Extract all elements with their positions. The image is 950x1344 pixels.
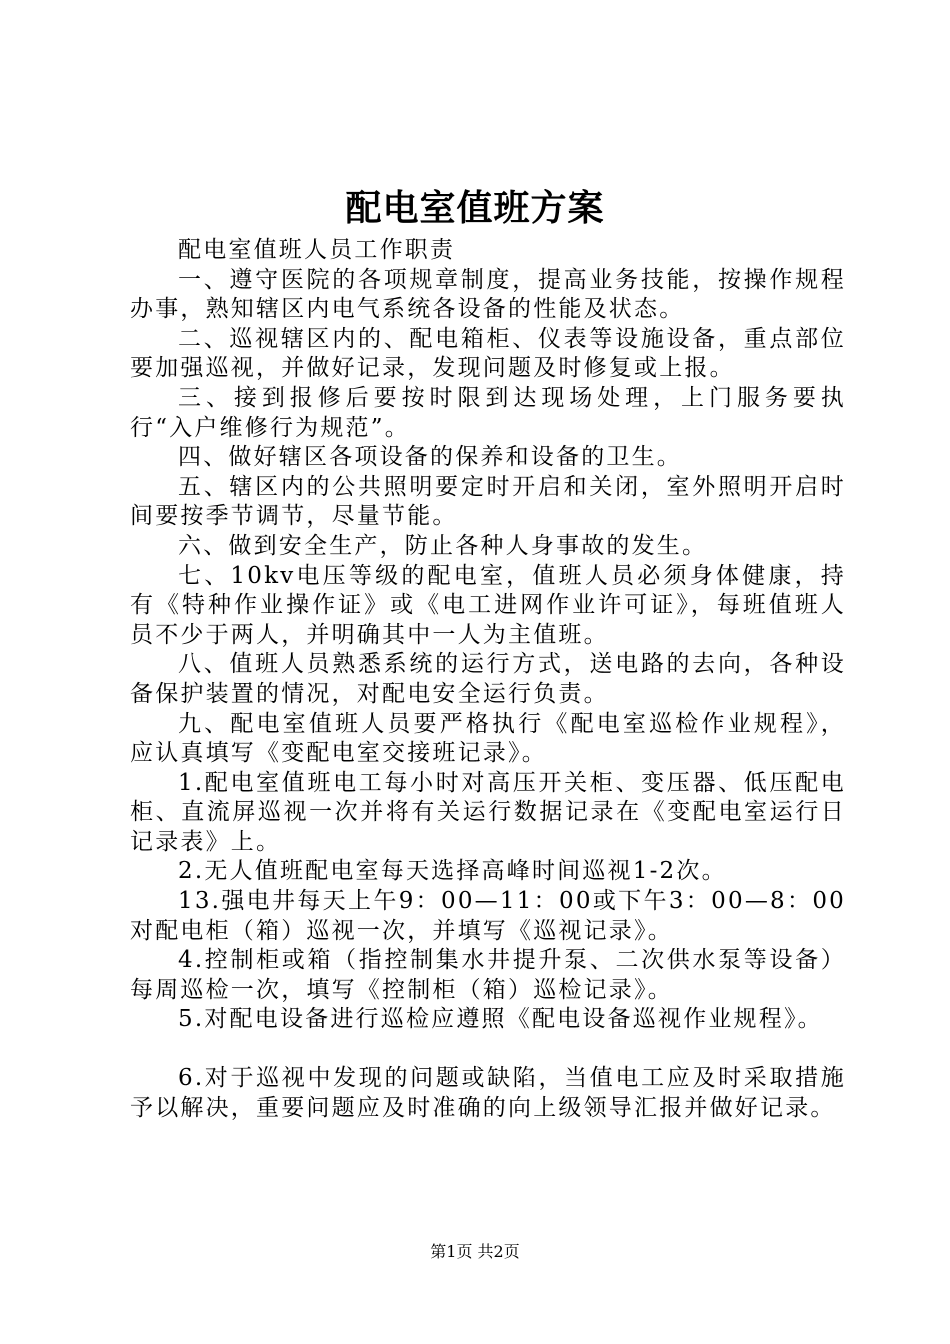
paragraph-item-3: 三、接到报修后要按时限到达现场处理，上门服务要执行“入户维修行为规范”。: [130, 384, 846, 441]
sub-item-5: 5.对配电设备进行巡检应遵照《配电设备巡视作业规程》。: [178, 1006, 823, 1033]
section-heading: 配电室值班人员工作职责: [178, 237, 456, 263]
sub-item-2: 2.无人值班配电室每天选择高峰时间巡视1-2次。: [178, 858, 727, 885]
sub-item-6: 6.对于巡视中发现的问题或缺陷，当值电工应及时采取措施予以解决，重要问题应及时准确的向上级领导汇报并做好记录。: [130, 1065, 846, 1121]
paragraph-item-4: 四、做好辖区各项设备的保养和设备的卫生。: [178, 444, 682, 471]
document-title: 配电室值班方案: [345, 187, 605, 229]
page-footer: 第1页 共2页: [430, 1242, 520, 1261]
paragraph-item-1: 一、遵守医院的各项规章制度，提高业务技能，按操作规程办事，熟知辖区内电气系统各设备的性能及状态。: [130, 266, 846, 323]
sub-item-1: 1.配电室值班电工每小时对高压开关柜、变压器、低压配电柜、直流屏巡视一次并将有关运行数据记录在《变配电室运行日记录表》上。: [130, 769, 846, 855]
paragraph-item-5: 五、辖区内的公共照明要定时开启和关闭，室外照明开启时间要按季节调节，尽量节能。: [130, 473, 846, 530]
sub-item-4: 4.控制柜或箱（指控制集水井提升泵、二次供水泵等设备）每周巡检一次，填写《控制柜（箱）巡检记录》。: [130, 947, 846, 1003]
paragraph-item-8: 八、值班人员熟悉系统的运行方式，送电路的去向，各种设备保护装置的情况，对配电安全运行负责。: [130, 651, 846, 707]
paragraph-item-2: 二、巡视辖区内的、配电箱柜、仪表等设施设备，重点部位要加强巡视，并做好记录，发现问题及时修复或上报。: [130, 325, 846, 382]
paragraph-item-6: 六、做到安全生产，防止各种人身事故的发生。: [178, 532, 708, 559]
sub-item-3: 13.强电井每天上午9：00—11：00或下午3：00—8：00对配电柜（箱）巡视一次，并填写《巡视记录》。: [130, 888, 846, 944]
paragraph-item-7: 七、10kv电压等级的配电室，值班人员必须身体健康，持有《特种作业操作证》或《电工进网作业许可证》，每班值班人员不少于两人，并明确其中一人为主值班。: [130, 562, 846, 648]
document-body: [130, 236, 846, 1123]
paragraph-item-9: 九、配电室值班人员要严格执行《配电室巡检作业规程》，应认真填写《变配电室交接班记录》。: [130, 710, 846, 767]
